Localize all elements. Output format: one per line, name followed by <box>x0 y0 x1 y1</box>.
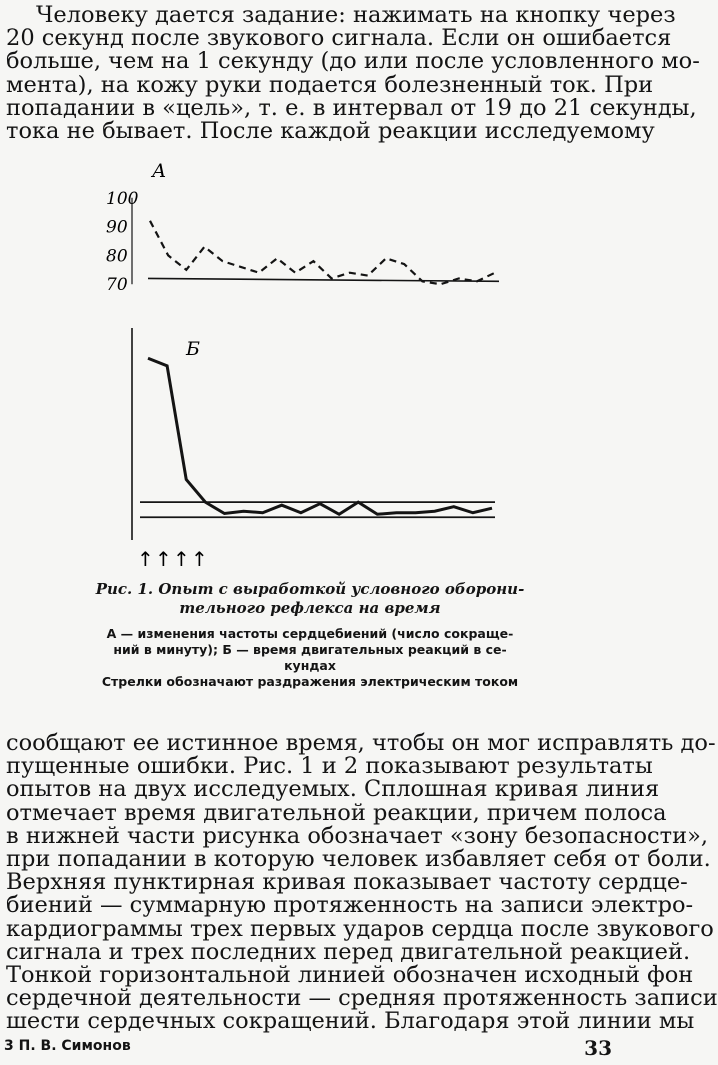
caption-body-line: Стрелки обозначают раздражения электрическим током <box>101 674 519 689</box>
text-line: пущенные ошибки. Рис. 1 и 2 показывают результаты <box>6 753 653 780</box>
text-line: мента), на кожу руки подается болезненный ток. При <box>6 71 654 98</box>
text-line: сообщают ее истинное время, чтобы он мог исправлять до- <box>6 730 716 756</box>
shock-arrow-icon: ↑ <box>173 547 190 571</box>
text-line: биений — суммарную протяженность на записи электро- <box>6 892 694 919</box>
panel-a-y-tick-label: 100 <box>106 188 139 209</box>
panel-a-label: А <box>152 160 167 182</box>
text-line: при попадании в которую человек избавляет себя от боли. <box>6 846 711 873</box>
text-line: попадании в «цель», т. е. в интервал от 19 до 21 секунды, <box>6 94 697 121</box>
text-line: шести сердечных сокращений. Благодаря этой линии мы <box>6 1008 695 1035</box>
text-line: тока не бывает. После каждой реакции исследуемому <box>6 118 655 145</box>
panel-a-heart-rate-line <box>150 221 495 284</box>
panel-a-y-tick-label: 70 <box>106 275 128 296</box>
caption-title-line: Рис. 1. Опыт с выработкой условного оборони- <box>95 580 525 598</box>
caption-body-line: ний в минуту); Б — время двигательных реакций в се- <box>113 642 507 657</box>
figure-caption-body <box>80 626 540 690</box>
text-line: отмечает время двигательной реакции, причем полоса <box>6 799 667 826</box>
text-line: кардиограммы трех первых ударов сердца после звукового <box>6 915 714 942</box>
text-line: 20 секунд после звукового сигнала. Если он ошибается <box>6 25 672 52</box>
shock-arrow-icon: ↑ <box>155 547 172 571</box>
panel-a-baseline <box>148 278 499 281</box>
page-number: 33 <box>584 1036 612 1060</box>
text-line: Верхняя пунктирная кривая показывает частоту сердце- <box>6 869 688 896</box>
paragraph-bottom <box>6 730 718 1035</box>
panel-a-y-tick-label: 90 <box>106 217 128 238</box>
caption-body-line: А — изменения частоты сердцебиений (число сокраще- <box>106 626 514 641</box>
text-line: опытов на двух исследуемых. Сплошная кривая линия <box>6 776 660 803</box>
figure-chart <box>0 150 620 580</box>
text-line: Человеку дается задание: нажимать на кнопку через <box>36 2 676 28</box>
text-line: сигнала и трех последних перед двигательной реакцией. <box>6 938 691 965</box>
text-line: Тонкой горизонтальной линией обозначен исходный фон <box>6 962 694 989</box>
panel-a-y-tick-label: 80 <box>106 246 128 267</box>
text-line: больше, чем на 1 секунду (до или после условленного мо- <box>6 48 700 75</box>
panel-b-label: Б <box>186 338 200 360</box>
caption-title-line: тельного рефлекса на время <box>179 599 441 617</box>
running-footer: 3 П. В. Симонов <box>4 1038 131 1054</box>
paragraph-top <box>6 2 700 145</box>
shock-arrow-icon: ↑ <box>137 547 154 571</box>
figure-caption-title <box>60 580 560 618</box>
panel-b-reaction-time-line <box>148 358 492 514</box>
caption-body-line: кундах <box>284 658 336 673</box>
text-line: сердечной деятельности — средняя протяженность записи <box>6 985 718 1012</box>
text-line: в нижней части рисунка обозначает «зону безопасности», <box>6 822 709 849</box>
shock-arrow-icon: ↑ <box>191 547 208 571</box>
